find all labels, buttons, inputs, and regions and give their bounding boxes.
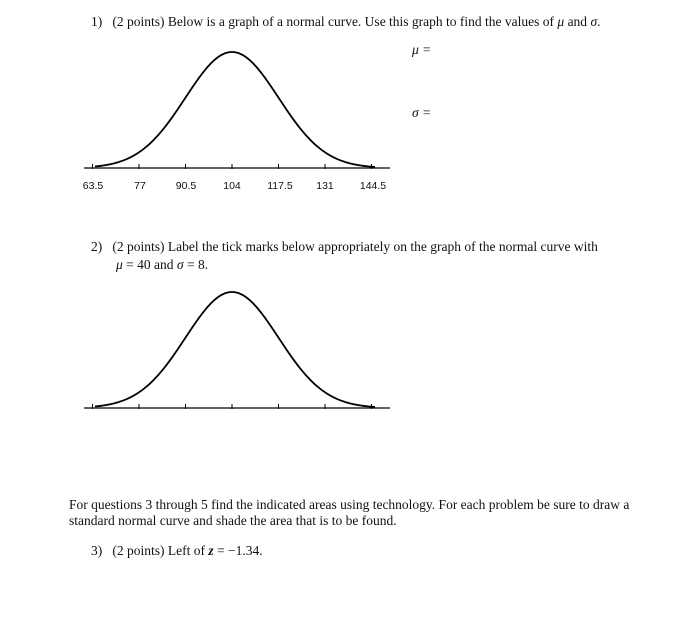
tick-label: 90.5 — [175, 180, 197, 192]
instructions-line-1: For questions 3 through 5 find the indicated areas using technology. For each problem be sure to draw a — [69, 497, 630, 512]
tick-label: 104 — [223, 180, 241, 192]
instructions-line-2: standard normal curve and shade the area that is to be found. — [69, 513, 397, 528]
question-points: (2 points) — [112, 239, 165, 254]
mu-symbol: μ — [557, 14, 565, 29]
question-points: (2 points) — [112, 543, 165, 558]
normal-curve-graph-1 — [0, 0, 700, 200]
z-value: = −1.34. — [217, 543, 263, 558]
question-points: (2 points) — [112, 14, 165, 29]
sigma-value: = 8. — [186, 257, 209, 272]
normal-curve — [95, 292, 375, 407]
period: . — [597, 14, 601, 29]
question-number: 3) — [91, 543, 103, 558]
z-symbol: z — [208, 543, 214, 558]
question-text: Label the tick marks below appropriately on the graph of the normal curve with — [167, 239, 598, 254]
question-number: 2) — [91, 239, 103, 254]
mu-symbol: μ — [116, 257, 123, 272]
tick-label: 144.5 — [359, 180, 387, 192]
tick-label: 77 — [134, 180, 146, 192]
normal-curve — [95, 52, 375, 167]
and-word: and — [154, 257, 174, 272]
and-word: and — [567, 14, 588, 29]
tick-label: 131 — [316, 180, 334, 192]
normal-curve-graph-2 — [0, 240, 700, 440]
question-number: 1) — [91, 14, 103, 29]
sigma-answer-label: σ = — [412, 105, 432, 120]
question-3 — [91, 542, 263, 559]
mu-answer-label: μ = — [412, 42, 432, 57]
sigma-symbol: σ — [176, 257, 184, 272]
mu-value: = 40 — [126, 257, 151, 272]
sigma-symbol: σ — [590, 14, 598, 29]
tick-label: 63.5 — [82, 180, 104, 192]
tick-label: 117.5 — [267, 180, 293, 192]
question-text: Below is a graph of a normal curve. Use this graph to find the values of — [167, 14, 555, 29]
question-text: Left of — [167, 543, 205, 558]
